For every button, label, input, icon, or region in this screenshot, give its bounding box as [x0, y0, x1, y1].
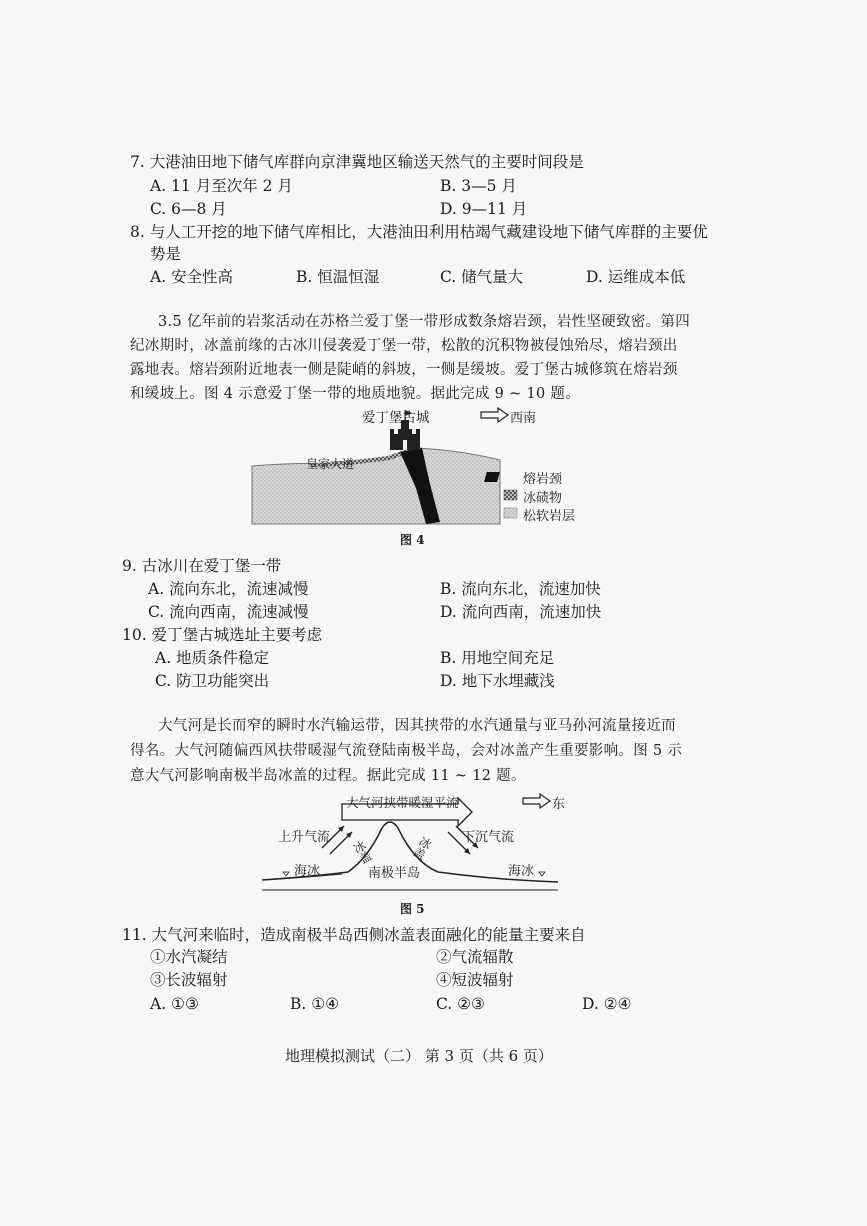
- q7-option-a: A. 11 月至次年 2 月: [150, 177, 293, 195]
- fig4-caption: 图 4: [400, 533, 425, 547]
- fig5-sea-ice-left: 海冰: [294, 864, 321, 879]
- q11-item-2: ②气流辐散: [436, 948, 514, 966]
- fig4-direction-label: 西南: [510, 411, 537, 426]
- passage2-line2: 得名。大气河随偏西风扶带暖湿气流登陆南极半岛，会对冰盖产生重要影响。图 5 示: [130, 743, 683, 759]
- passage2-line1: 大气河是长而窄的瞬时水汽输运带，因其挟带的水汽通量与亚马孙河流量接近而: [158, 718, 676, 734]
- passage1-line4: 和缓坡上。图 4 示意爱丁堡一带的地质地貌。据此完成 9 ~ 10 题。: [130, 386, 581, 402]
- q9-option-c: C. 流向西南，流速减慢: [148, 603, 309, 621]
- passage1-line3: 露地表。熔岩颈附近地表一侧是陡峭的斜坡，一侧是缓坡。爱丁堡古城修筑在熔岩颈: [130, 362, 678, 378]
- page-footer: 地理模拟测试（二） 第 3 页（共 6 页）: [285, 1047, 553, 1065]
- passage2-line3: 意大气河影响南极半岛冰盖的过程。据此完成 11 ~ 12 题。: [130, 768, 526, 784]
- q10-option-d: D. 地下水埋藏浅: [440, 672, 555, 690]
- q8-option-c: C. 储气量大: [440, 268, 524, 286]
- q7-option-b: B. 3—5 月: [440, 177, 517, 195]
- q7-option-d: D. 9—11 月: [440, 200, 528, 218]
- q11-option-b: B. ①④: [290, 995, 340, 1013]
- q11-option-c: C. ②③: [436, 995, 485, 1013]
- q11-option-a: A. ①③: [150, 995, 199, 1013]
- q8-stem-line2: 势是: [150, 245, 182, 263]
- q9-option-d: D. 流向西南，流速加快: [440, 603, 602, 621]
- q11-item-4: ④短波辐射: [436, 971, 514, 989]
- fig5-peninsula-label: 南极半岛: [368, 866, 421, 881]
- q11-stem: 11. 大气河来临时，造成南极半岛西侧冰盖表面融化的能量主要来自: [122, 926, 586, 944]
- fig5-direction-label: 东: [552, 797, 566, 812]
- figure-5: [258, 788, 588, 918]
- q10-option-c: C. 防卫功能突出: [155, 672, 270, 690]
- q10-option-b: B. 用地空间充足: [440, 649, 555, 667]
- q10-stem: 10. 爱丁堡古城选址主要考虑: [122, 626, 323, 644]
- q7-option-c: C. 6—8 月: [150, 200, 227, 218]
- figure-4: [240, 404, 600, 549]
- q9-option-a: A. 流向东北，流速减慢: [148, 580, 309, 598]
- fig5-ice-right-label: 冰盖: [410, 833, 435, 862]
- fig5-flow-label: 大气河挟带暖湿平流: [346, 795, 459, 810]
- q8-option-b: B. 恒温恒湿: [296, 268, 380, 286]
- fig5-sea-ice-right: 海冰: [508, 864, 535, 879]
- fig4-city-label: 爱丁堡古城: [362, 410, 430, 426]
- fig5-caption: 图 5: [400, 902, 425, 916]
- fig5-sinking-label: 下沉气流: [462, 830, 515, 845]
- q11-item-1: ①水汽凝结: [150, 948, 228, 966]
- q11-option-d: D. ②④: [582, 995, 632, 1013]
- q10-option-a: A. 地质条件稳定: [155, 649, 270, 667]
- fig4-legend-soft-rock: 松软岩层: [523, 509, 576, 524]
- q9-option-b: B. 流向东北，流速加快: [440, 580, 601, 598]
- q8-option-a: A. 安全性高: [150, 268, 234, 286]
- passage1-line1: 3.5 亿年前的岩浆活动在苏格兰爱丁堡一带形成数条熔岩颈，岩性坚硬致密。第四: [158, 314, 691, 330]
- fig4-legend-lava: 熔岩颈: [523, 472, 563, 487]
- fig5-rising-label: 上升气流: [278, 830, 331, 845]
- passage1-line2: 纪冰期时，冰盖前缘的古冰川侵袭爱丁堡一带，松散的沉积物被侵蚀殆尽，熔岩颈出: [130, 338, 678, 354]
- q8-stem-line1: 8. 与人工开挖的地下储气库相比，大港油田利用枯竭气藏建设地下储气库群的主要优: [130, 223, 708, 241]
- fig5-ice-left-label: 冰盖: [350, 838, 375, 867]
- q8-option-d: D. 运维成本低: [586, 268, 686, 286]
- fig4-legend-till: 冰碛物: [523, 491, 563, 506]
- q11-item-3: ③长波辐射: [150, 971, 228, 989]
- q7-stem: 7. 大港油田地下储气库群向京津冀地区输送天然气的主要时间段是: [130, 153, 584, 171]
- fig4-road-label: 皇家大道: [306, 457, 355, 471]
- q9-stem: 9. 古冰川在爱丁堡一带: [122, 557, 282, 575]
